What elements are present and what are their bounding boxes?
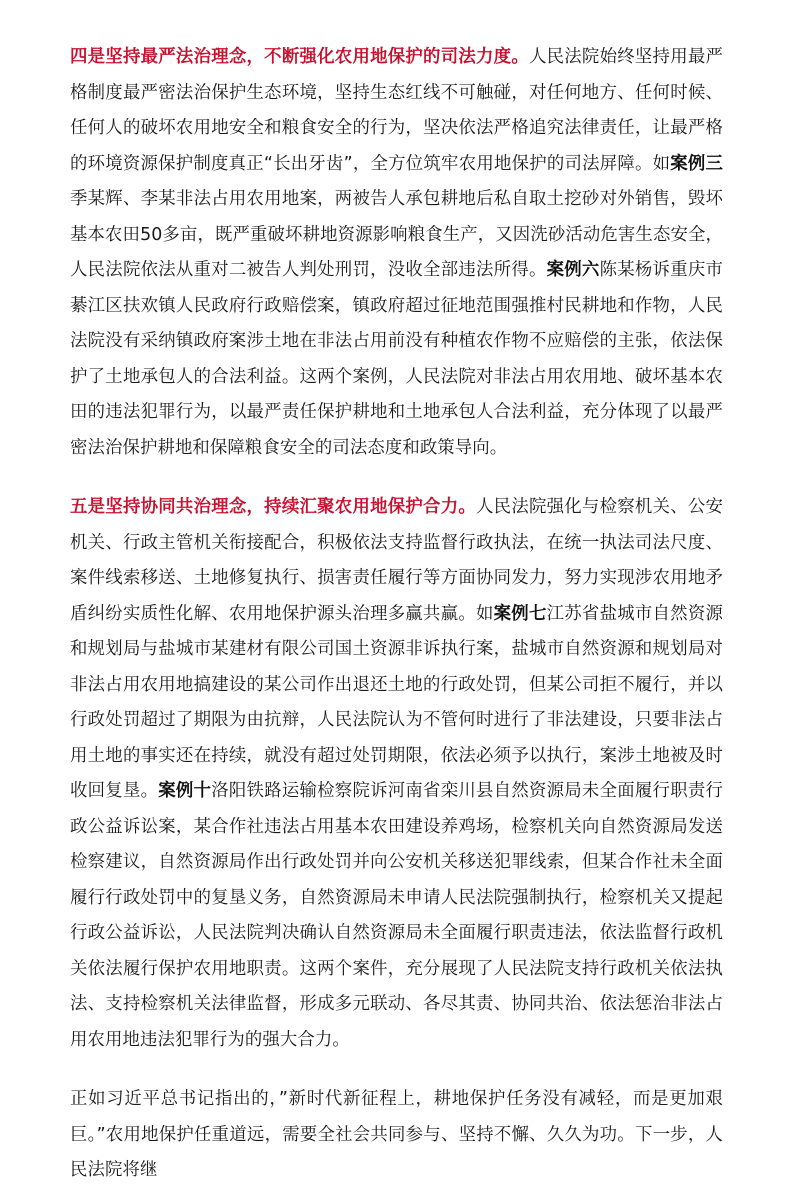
paragraph-heading: 四是坚持最严法治理念，不断强化农用地保护的司法力度。 — [70, 47, 529, 67]
case-reference: 案例十 — [158, 781, 212, 801]
case-reference: 案例七 — [493, 603, 547, 624]
body-text: 陈某杨诉重庆市綦江区扶欢镇人民政府行政赔偿案，镇政府超过征地范围强推村民耕地和作物，人民法院没有采纳镇政府案涉土地在非法占用前没有种植农作物不应赔偿的主张，依法保护了土地承包人的合法利益。这两个案例，人民法院对非法占用农用地、破坏基本农田的违法犯罪行为，以最严责任保护耕地和土地承包人合法利益，充分体现了以最严密法治保护耕地和保障粮食安全的司法态度和政策导向。 — [70, 260, 724, 458]
case-reference: 案例三 — [670, 153, 723, 174]
paragraph-conclusion — [70, 1082, 723, 1189]
case-reference: 案例六 — [546, 260, 600, 280]
paragraph-principle-four — [70, 40, 723, 466]
paragraph-heading: 五是坚持协同共治理念，持续汇聚农用地保护合力。 — [70, 497, 477, 517]
body-text: 江苏省盐城市自然资源和规划局与盐城市某建材有限公司国土资源非诉执行案，盐城市自然资源和规划局对非法占用农用地搞建设的某公司作出退还土地的行政处罚，但某公司拒不履行，并以行政处罚超过了期限为由抗辩，人民法院认为不管何时进行了非法建设，只要非法占用土地的事实还在持续，就没有超过处罚期限，依法必须予以执行，案涉土地被及时收回复垦。 — [70, 603, 723, 801]
body-text: 季某辉、李某非法占用农用地案，两被告人承包耕地后私自取土挖砂对外销售，毁坏基本农田50多亩，既严重破坏耕地资源影响粮食生产，又因洗砂活动危害生态安全，人民法院依法从重对二被告人判处刑罚，没收全部违法所得。 — [70, 189, 723, 280]
body-text: 人民法院始终坚持用最严格制度最严密法治保护生态环境，坚持生态红线不可触碰，对任何地方、任何时候、任何人的破坏农用地安全和粮食安全的行为，坚决依法严格追究法律责任，让最严格的环境资源保护制度真正“长出牙齿”，全方位筑牢农用地保护的司法屏障。如 — [70, 47, 723, 174]
body-text: 洛阳铁路运输检察院诉河南省栾川县自然资源局未全面履行职责行政公益诉讼案，某合作社违法占用基本农田建设养鸡场，检察机关向自然资源局发送检察建议，自然资源局作出行政处罚并向公安机关移送犯罪线索，但某合作社未全面履行行政处罚中的复垦义务，自然资源局未申请人民法院强制执行，检察机关又提起行政公益诉讼，人民法院判决确认自然资源局未全面履行职责违法，依法监督行政机关依法履行保护农用地职责。这两个案件，充分展现了人民法院支持行政机关依法执法、支持检察机关法律监督，形成多元联动、各尽其责、协同共治、依法惩治非法占用农用地违法犯罪行为的强大合力。 — [70, 781, 723, 1050]
paragraph-principle-five — [70, 490, 723, 1058]
body-text: 正如习近平总书记指出的，”新时代新征程上，耕地保护任务没有减轻，而是更加艰巨。”农用地保护任重道远，需要全社会共同参与、坚持不懈、久久为功。下一步，人民法院将继 — [70, 1089, 723, 1180]
body-text: 人民法院强化与检察机关、公安机关、行政主管机关衔接配合，积极依法支持监督行政执法，在统一执法司法尺度、案件线索移送、土地修复执行、损害责任履行等方面协同发力，努力实现涉农用地矛盾纠纷实质性化解、农用地保护源头治理多赢共赢。如 — [70, 497, 723, 624]
